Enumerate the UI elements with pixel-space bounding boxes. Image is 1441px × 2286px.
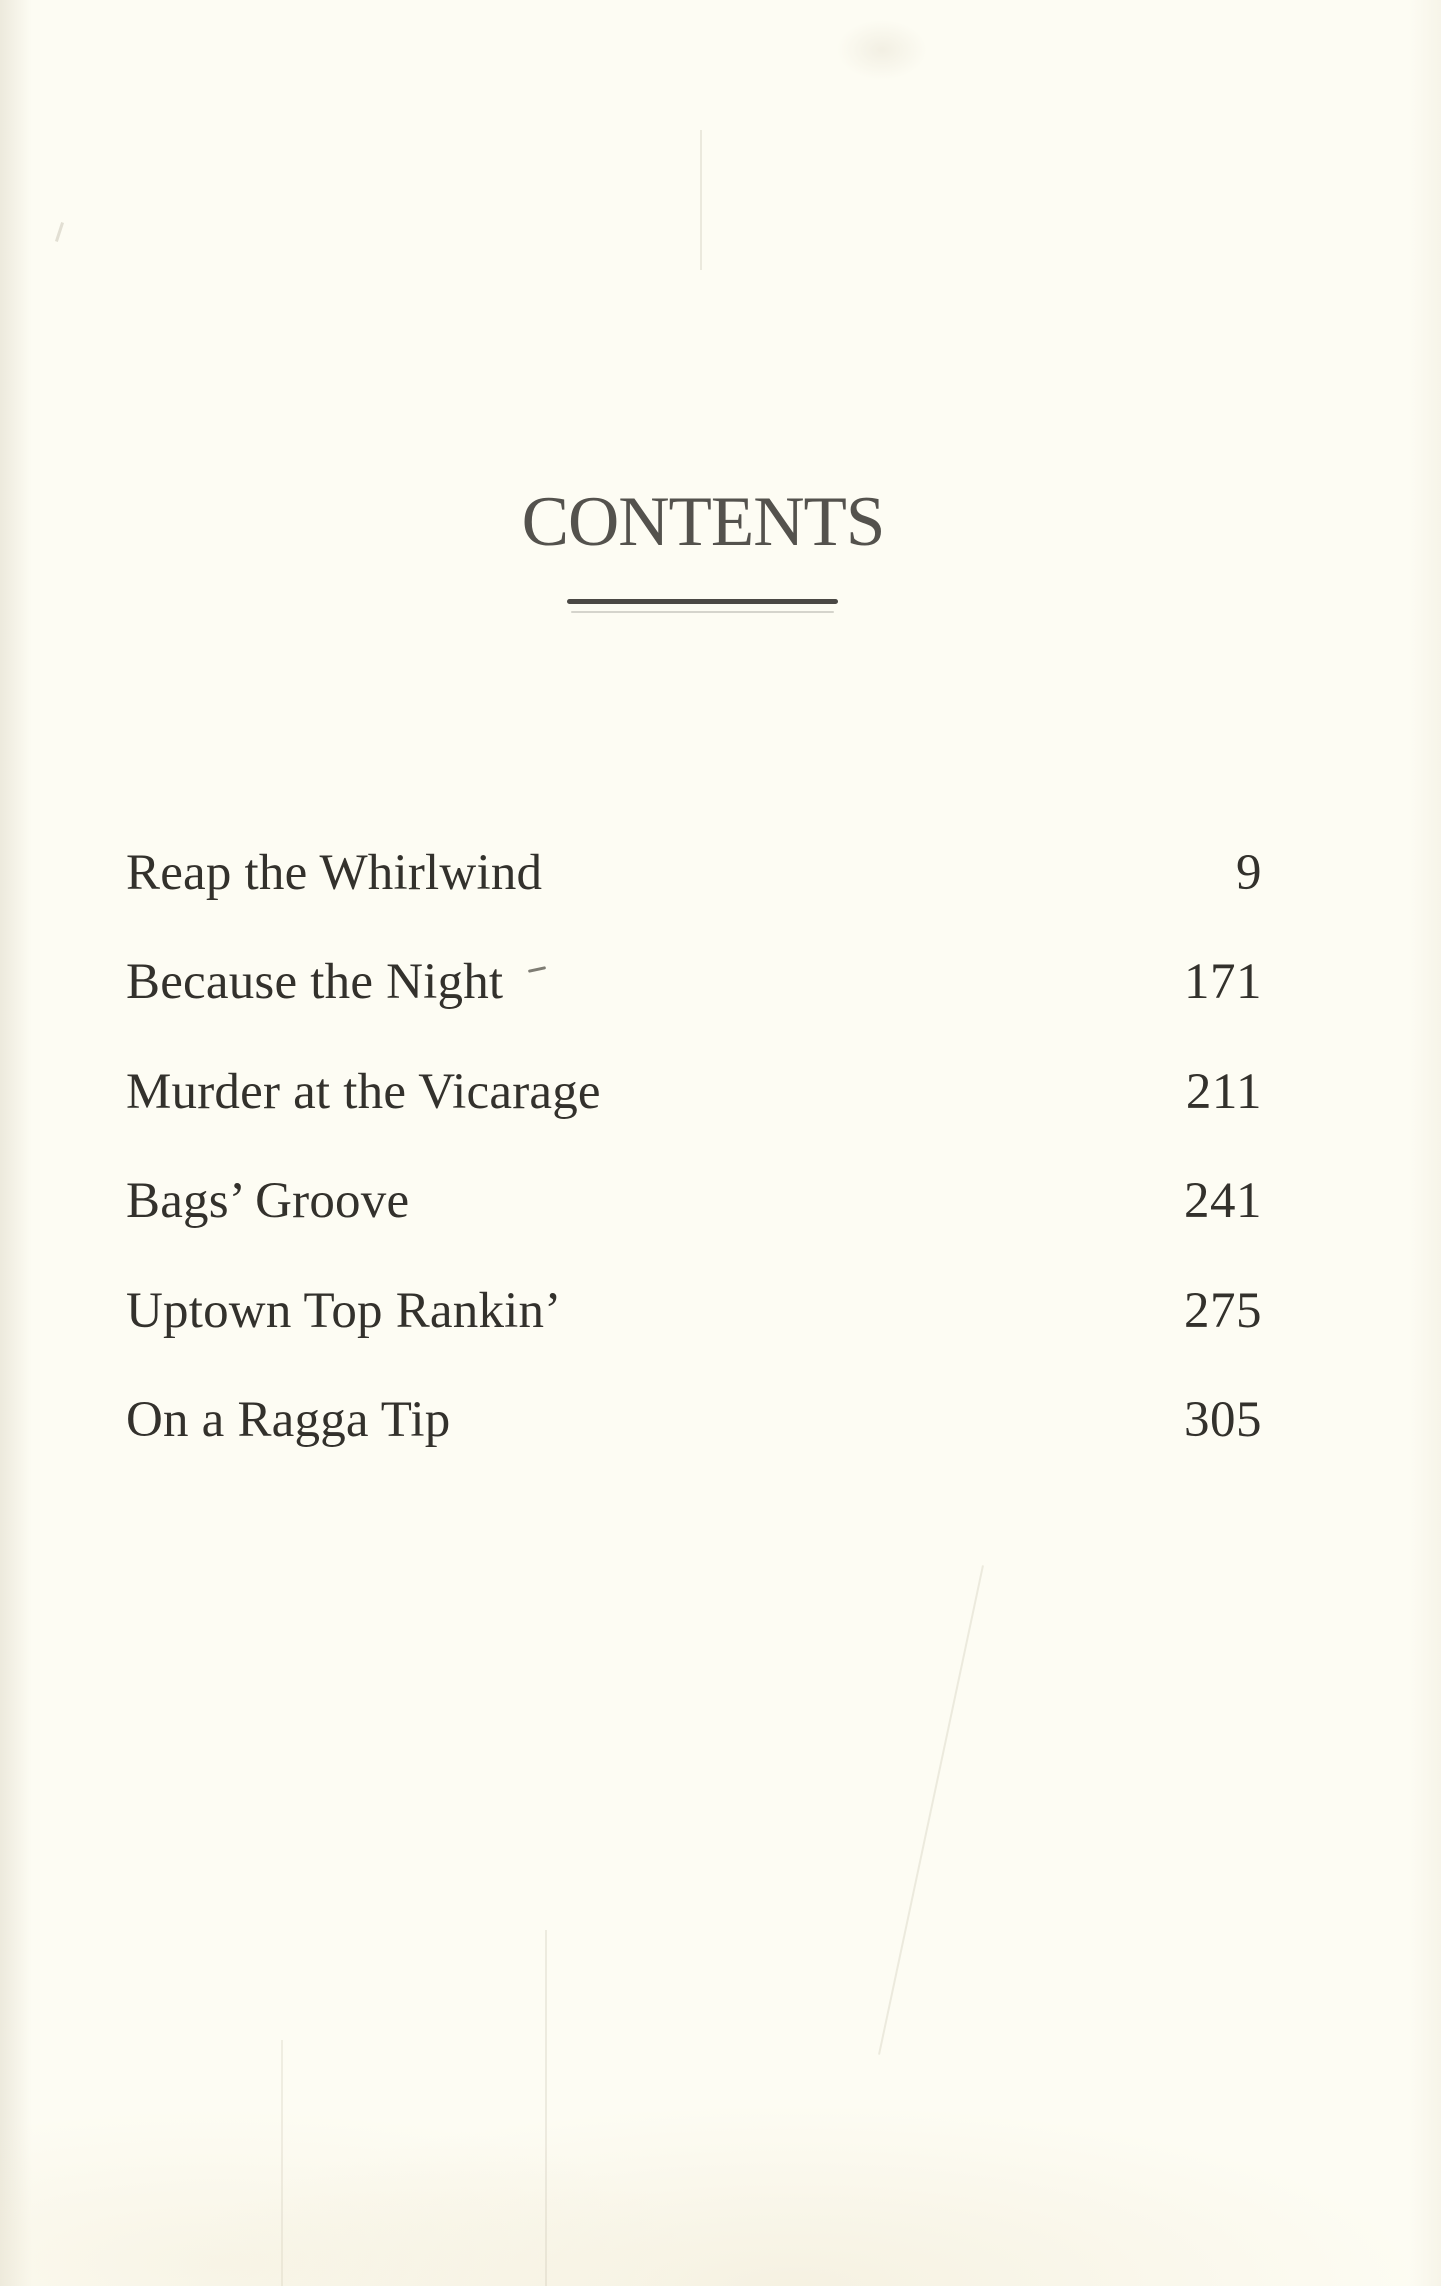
toc-entry — [126, 951, 1262, 1013]
toc-entry-page-number: 275 — [1184, 1283, 1262, 1339]
toc-entry-page-number: 305 — [1184, 1392, 1262, 1448]
toc-entry — [126, 1170, 1262, 1232]
toc-entry-page-number: 171 — [1184, 954, 1262, 1010]
toc-entry-page-number: 211 — [1185, 1064, 1262, 1120]
toc-entry-label: Murder at the Vicarage — [126, 1064, 601, 1120]
toc-entry — [126, 842, 1262, 904]
toc-entry — [126, 1389, 1262, 1451]
toc-entry-page-number: 9 — [1236, 845, 1262, 901]
toc-entry-label: Uptown Top Rankin’ — [126, 1283, 562, 1339]
toc-entry-label: Because the Night — [126, 954, 504, 1010]
toc-entry-label: On a Ragga Tip — [126, 1392, 451, 1448]
toc-entry — [126, 1280, 1262, 1342]
toc-entry — [126, 1061, 1262, 1123]
toc-entry-page-number: 241 — [1184, 1173, 1262, 1229]
page-title: CONTENTS — [521, 483, 885, 561]
toc-entry-label: Reap the Whirlwind — [126, 845, 543, 901]
toc-entry-label: Bags’ Groove — [126, 1173, 410, 1229]
